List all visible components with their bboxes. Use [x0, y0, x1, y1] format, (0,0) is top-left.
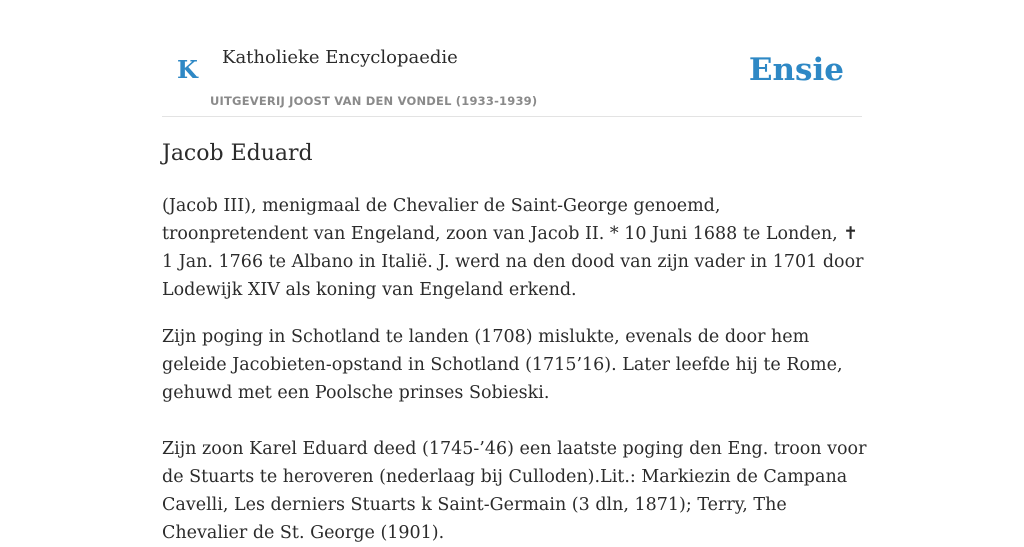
article-paragraph: Zijn zoon Karel Eduard deed (1745-’46) een laatste poging den Eng. troon voor de Stuarts te heroveren (nederlaag bij Culloden).Lit.: Markiezin de Campana Cavelli, Les derniers Stuarts k Saint-Germain (3 dln, 1871); Terry, The Chevalier de St. George (1901).: [162, 439, 867, 543]
page: [162, 0, 867, 543]
publication-title[interactable]: Katholieke Encyclopaedie: [222, 47, 458, 68]
article-paragraph: Zijn poging in Schotland te landen (1708) mislukte, evenals de door hem geleide Jacobieten-opstand in Schotland (1715’16). Later leefde hij te Rome, gehuwd met een Poolsche prinses Sobieski.: [162, 327, 843, 403]
site-header: [162, 0, 862, 117]
article-title: Jacob Eduard: [162, 141, 313, 166]
article-paragraph: (Jacob III), menigmaal de Chevalier de Saint-George genoemd, troonpretendent van Engeland, zoon van Jacob II. * 10 Juni 1688 te Londen, ✝ 1 Jan. 1766 te Albano in Italië. J. werd na den dood van zijn vader in 1701 door Lodewijk XIV als koning van Engeland erkend.: [162, 196, 864, 300]
publisher-label: UITGEVERIJ JOOST VAN DEN VONDEL (1933-1939): [210, 94, 538, 108]
ensie-logo[interactable]: Ensie: [748, 52, 844, 88]
encyclopedia-logo[interactable]: K: [177, 55, 198, 84]
